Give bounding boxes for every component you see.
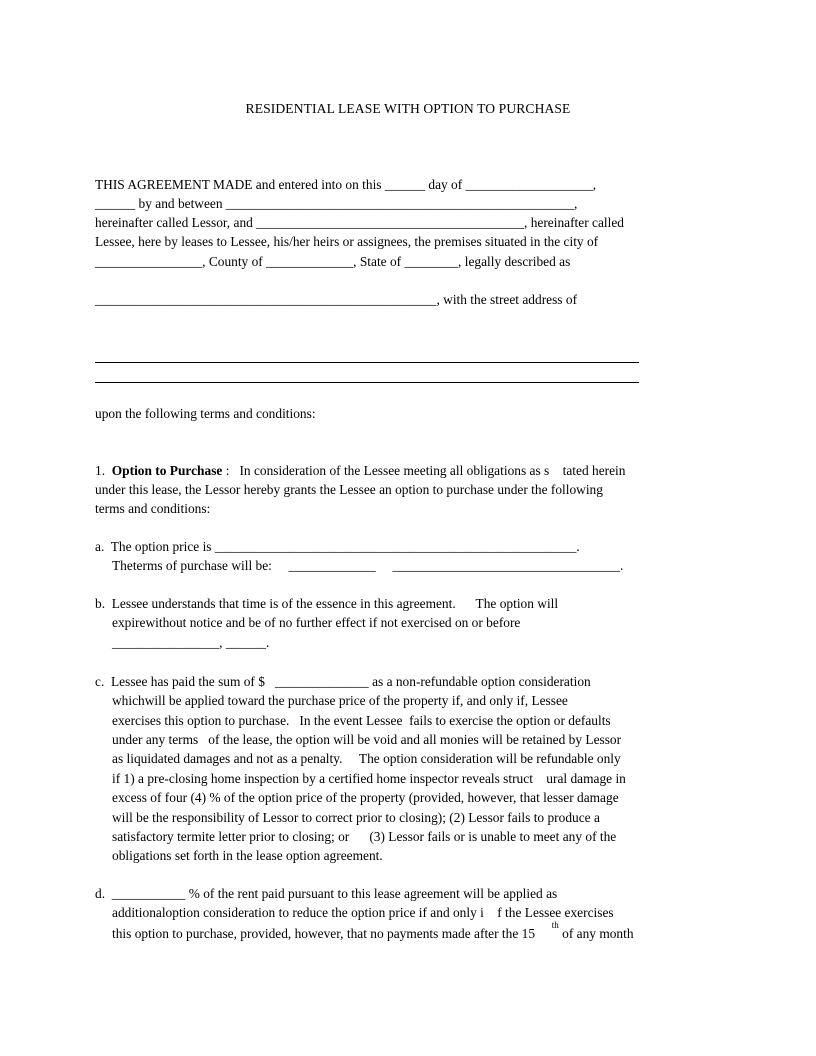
document-title: RESIDENTIAL LEASE WITH OPTION TO PURCHASE xyxy=(245,101,571,116)
item-c-line: excess of four (4) % of the option price of the property (provided, however, that lesser damage xyxy=(112,790,619,805)
preamble-line: Lessee, here by leases to Lessee, his/her heirs or assignees, the premises situated in the city of xyxy=(95,234,599,249)
item-a-line: Theterms of purchase will be: _____________ __________________________________. xyxy=(112,558,624,573)
preamble-line: ___________________________________________________, with the street address of xyxy=(95,292,578,307)
item-c-line: under any terms of the lease, the option will be void and all monies will be retained by Lessor xyxy=(112,732,622,747)
item-a-line: a. The option price is ______________________________________________________. xyxy=(95,539,580,554)
section-text: : In consideration of the Lessee meeting all obligations as s tated herein xyxy=(222,463,626,478)
section-1-line: under this lease, the Lessor hereby grants the Lessee an option to purchase under the following xyxy=(95,482,603,497)
preamble-line: hereinafter called Lessor, and ________________________________________, hereinafter called xyxy=(95,215,624,230)
item-c-line: obligations set forth in the lease option agreement. xyxy=(112,848,383,863)
item-d-text: this option to purchase, provided, however, that no payments made after the 15 xyxy=(112,926,536,941)
item-b-line: expirewithout notice and be of no further effect if not exercised on or before xyxy=(112,615,521,630)
item-c-line: as liquidated damages and not as a penalty. The option consideration will be refundable only xyxy=(112,751,621,766)
item-c-line: if 1) a pre-closing home inspection by a certified home inspector reveals struct ural damage in xyxy=(112,771,626,786)
item-c-line: whichwill be applied toward the purchase price of the property if, and only if, Lessee xyxy=(112,693,568,708)
preamble-line: ________________, County of _____________, State of ________, legally described as xyxy=(95,254,571,269)
item-c-line: exercises this option to purchase. In the event Lessee fails to exercise the option or defaults xyxy=(112,713,611,728)
ordinal-suffix: th xyxy=(551,919,559,930)
preamble-line: THIS AGREEMENT MADE and entered into on this ______ day of ___________________, xyxy=(95,177,597,192)
item-c-line: will be the responsibility of Lessor to correct prior to closing); (2) Lessor fails to produce a xyxy=(112,810,600,825)
item-d-tail: of any month xyxy=(558,926,634,941)
item-d-line: d. ___________ % of the rent paid pursuant to this lease agreement will be applied as xyxy=(95,886,558,901)
section-1-heading-line xyxy=(95,463,625,479)
item-b-line: ________________, ______. xyxy=(112,635,270,650)
item-b-line: b. Lessee understands that time is of the essence in this agreement. The option will xyxy=(95,596,559,611)
preamble-line: ______ by and between ____________________________________________________, xyxy=(95,196,578,211)
section-number: 1. xyxy=(95,463,106,478)
street-address-blank-1 xyxy=(95,362,639,363)
section-heading: Option to Purchase xyxy=(111,463,223,478)
item-c-line: c. Lessee has paid the sum of $ ______________ as a non-refundable option consideration xyxy=(95,674,591,689)
section-1-line: terms and conditions: xyxy=(95,501,211,516)
item-d-line: additionaloption consideration to reduce the option price if and only i f the Lessee exercises xyxy=(112,905,614,920)
street-address-blank-2 xyxy=(95,382,639,383)
item-d-line xyxy=(112,919,634,942)
item-c-line: satisfactory termite letter prior to closing; or (3) Lessor fails or is unable to meet any of the xyxy=(112,829,617,844)
conditions-intro: upon the following terms and conditions: xyxy=(95,406,316,421)
